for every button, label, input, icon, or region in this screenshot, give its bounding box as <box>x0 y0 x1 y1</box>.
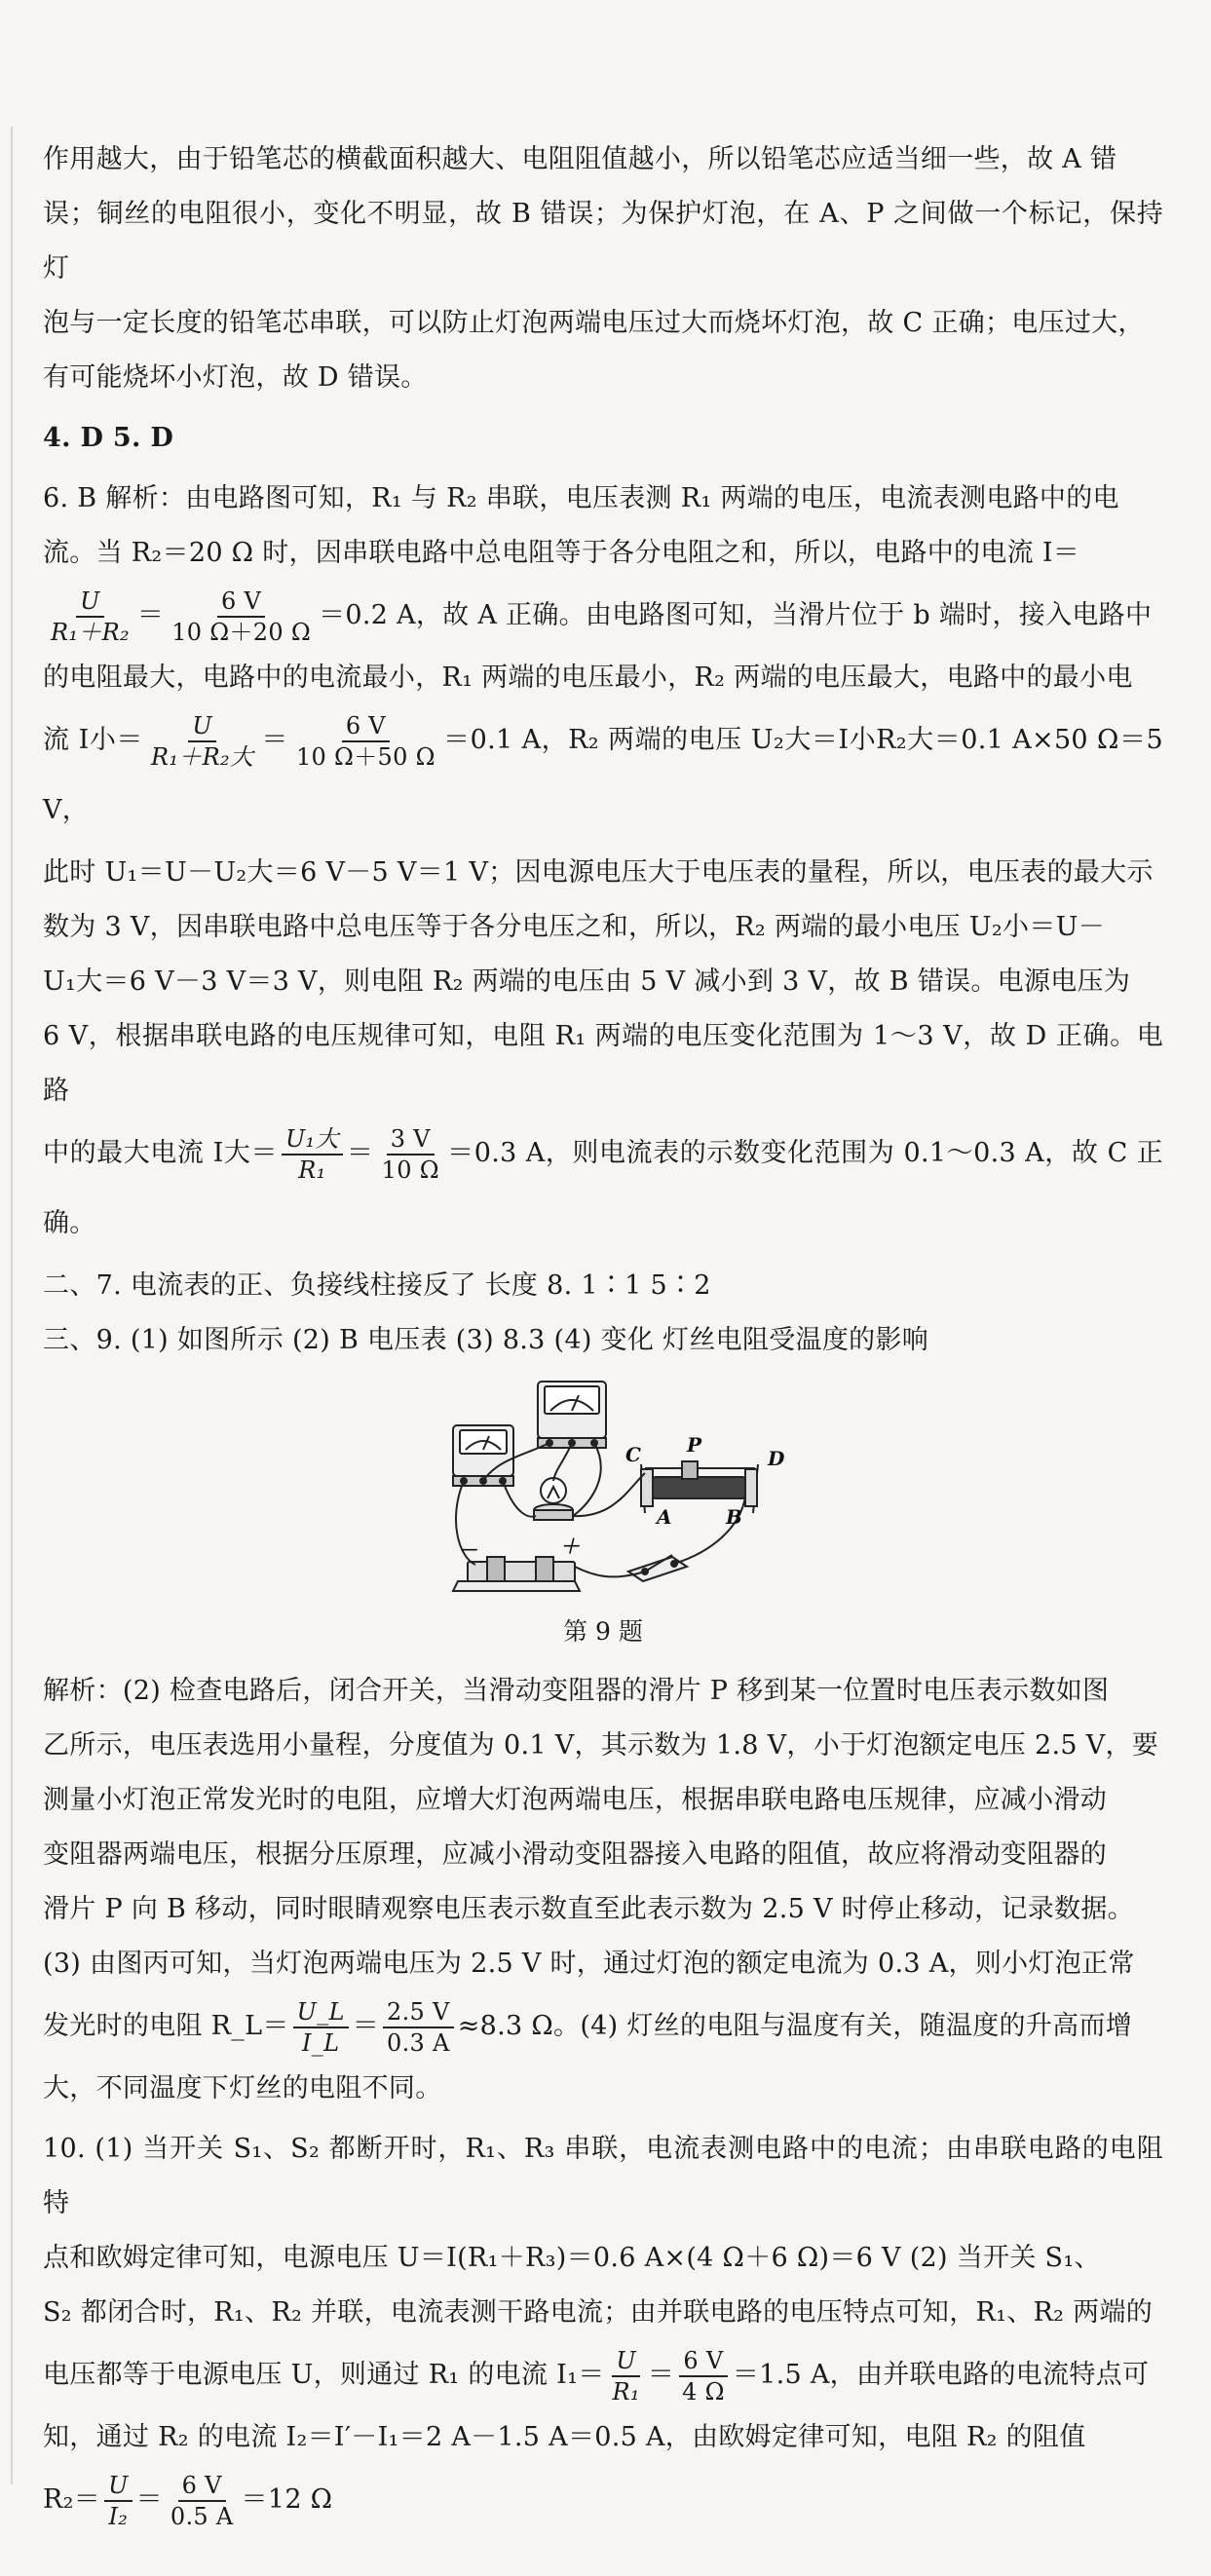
label-d: D <box>768 1447 785 1470</box>
text-line: 有可能烧坏小灯泡，故 D 错误。 <box>43 362 428 393</box>
fraction: $\frac{U}{\text{I₂}}$ <box>104 2471 132 2531</box>
q9-line: 测量小灯泡正常发光时的电阻，应增大灯泡两端电压，根据串联电路电压规律，应减小滑动 <box>43 1785 1107 1815</box>
q10-line: 点和欧姆定律可知，电源电压 U＝I(R₁＋R₃)＝0.6 A×(4 Ω＋6 Ω)＝6 V (2) 当开关 S₁、 <box>43 2243 1101 2273</box>
fraction: $\frac{6 V}{0.5 A}$ <box>170 2471 234 2530</box>
q6-formula-line: $\frac{U}{\text{R₁＋R₂}}$ ＝ $\frac{6 V}{10 \Omega+20 \Omega}$ ＝0.2 A，故 A 正确。由电路图可知，当滑片位于 b 端时，接入电路中 <box>43 581 1163 651</box>
q9-line: 大，不同温度下灯丝的电阻不同。 <box>43 2073 442 2103</box>
q6-formula-line: 中的最大电流 I大＝ $\frac{\text{U₁大}}{\text{R₁}}$ ＝ $\frac{3 V}{10 \Omega}$ ＝0.3 A，则电流表的示数变化范围为 0.1～0.3 A，故 C 正确。 <box>43 1124 1163 1238</box>
fraction: $\frac{6 V}{10 \Omega+50 \Omega}$ <box>295 711 435 771</box>
fraction: $\frac{3 V}{10 \Omega}$ <box>381 1124 439 1184</box>
circuit-diagram <box>419 1372 789 1610</box>
fraction: $\frac{U}{\text{R₁}}$ <box>612 2346 640 2406</box>
q9-line: 滑片 P 向 B 移动，同时眼睛观察电压表示数直至此表示数为 2.5 V 时停止移动，记录数据。 <box>43 1894 1134 1924</box>
q9-line: (3) 由图丙可知，当灯泡两端电压为 2.5 V 时，通过灯泡的额定电流为 0.3 A，则小灯泡正常 <box>43 1949 1135 1979</box>
q9-formula-line: 发光时的电阻 R_L＝ $\frac{U\_L}{I\_L}$ ＝ $\frac{2.5 V}{0.3 A}$ ≈8.3 Ω。(4) 灯丝的电阻与温度有关，随温度的升高而增 <box>43 1997 1133 2057</box>
answer-4-5: 4. D 5. D <box>43 423 174 453</box>
q6-line: 此时 U₁＝U－U₂大＝6 V－5 V＝1 V；因电源电压大于电压表的量程，所以，电压表的最大示 <box>43 857 1154 888</box>
section-3-answers: 三、9. (1) 如图所示 (2) B 电压表 (3) 8.3 (4) 变化 灯丝电阻受温度的影响 <box>43 1325 929 1355</box>
q10-line: 10. (1) 当开关 S₁、S₂ 都断开时，R₁、R₃ 串联，电流表测电路中的电流；由串联电路的电阻特 <box>43 2134 1163 2218</box>
q6-line: 6 V，根据串联电路的电压规律可知，电阻 R₁ 两端的电压变化范围为 1～3 V，故 D 正确。电路 <box>43 1021 1163 1106</box>
q6-line: 流。当 R₂＝20 Ω 时，因串联电路中总电阻等于各分电阻之和，所以，电路中的电流 I＝ <box>43 538 1080 568</box>
q10-line: 知，通过 R₂ 的电流 I₂＝I′－I₁＝2 A－1.5 A＝0.5 A，由欧姆定律可知，电阻 R₂ 的阻值 <box>43 2422 1086 2452</box>
q10-formula-line: 电压都等于电源电压 U，则通过 R₁ 的电流 I₁＝ $\frac{U}{\text{R₁}}$ ＝ $\frac{6 V}{4 \Omega}$ ＝1.5 A，由并联电路的电流特点可 <box>43 2346 1150 2406</box>
circuit-figure <box>43 1372 1163 1654</box>
q6-line: 6. B 解析：由电路图可知，R₁ 与 R₂ 串联，电压表测 R₁ 两端的电压，电流表测电路中的电 <box>43 483 1119 513</box>
q9-line: 变阻器两端电压，根据分压原理，应减小滑动变阻器接入电路的阻值，故应将滑动变阻器的 <box>43 1839 1107 1870</box>
answer-page <box>43 133 1163 2535</box>
label-p: P <box>687 1433 702 1457</box>
fraction: $\frac{6 V}{4 \Omega}$ <box>678 2346 729 2406</box>
label-c: C <box>625 1443 641 1466</box>
page-left-margin-line <box>11 127 13 2484</box>
fraction: $\frac{U\_L}{I\_L}$ <box>293 1997 349 2058</box>
text-line: 泡与一定长度的铅笔芯串联，可以防止灯泡两端电压过大而烧坏灯泡，故 C 正确；电压过大， <box>43 308 1145 338</box>
figure-caption: 第 9 题 <box>563 1617 643 1646</box>
fraction: $\frac{U}{\text{R₁＋R₂大}}$ <box>150 711 254 771</box>
fraction: $\frac{6 V}{10 \Omega+20 \Omega}$ <box>171 587 312 646</box>
q6-line: U₁大＝6 V－3 V＝3 V，则电阻 R₂ 两端的电压由 5 V 减小到 3 V，故 B 错误。电源电压为 <box>43 966 1131 997</box>
text-line: 误；铜丝的电阻很小，变化不明显，故 B 错误；为保护灯泡，在 A、P 之间做一个标记，保持灯 <box>43 199 1163 284</box>
text-line: 作用越大，由于铅笔芯的横截面积越大、电阻阻值越小，所以铅笔芯应适当细一些，故 A 错 <box>43 144 1117 174</box>
fraction: $\frac{2.5 V}{0.3 A}$ <box>383 1997 454 2058</box>
q6-line: 数为 3 V，因串联电路中总电压等于各分电压之和，所以，R₂ 两端的最小电压 U₂小＝U－ <box>43 912 1105 942</box>
fraction: $\frac{U}{\text{R₁＋R₂}}$ <box>51 587 130 646</box>
q9-line: 解析：(2) 检查电路后，闭合开关，当滑动变阻器的滑片 P 移到某一位置时电压表示数如图 <box>43 1676 1110 1706</box>
q10-line: S₂ 都闭合时，R₁、R₂ 并联，电流表测干路电流；由并联电路的电压特点可知，R₁、R₂ 两端的 <box>43 2297 1154 2328</box>
q6-formula-line: 流 I小＝ $\frac{U}{\text{R₁＋R₂大}}$ ＝ $\frac{6 V}{10 \Omega+50 \Omega}$ ＝0.1 A，R₂ 两端的电压 U₂大＝I小R₂大＝0.1 A×50 Ω＝5 V， <box>43 711 1163 825</box>
section-2-answers: 二、7. 电流表的正、负接线柱接反了 长度 8. 1∶1 5∶2 <box>43 1270 711 1301</box>
q10-formula-line: R₂＝ $\frac{U}{\text{I₂}}$ ＝ $\frac{6 V}{0.5 A}$ ＝12 Ω <box>43 2471 333 2530</box>
q6-line: 的电阻最大，电路中的电流最小，R₁ 两端的电压最小，R₂ 两端的电压最大，电路中的最小电 <box>43 663 1133 693</box>
label-plus: ＋ <box>560 1534 580 1558</box>
fraction: $\frac{\text{U₁大}}{\text{R₁}}$ <box>282 1124 343 1185</box>
q9-line: 乙所示，电压表选用小量程，分度值为 0.1 V，其示数为 1.8 V，小于灯泡额定电压 2.5 V，要 <box>43 1730 1159 1761</box>
label-a: A <box>657 1505 672 1529</box>
label-b: B <box>726 1505 742 1529</box>
label-minus: － <box>458 1538 477 1562</box>
